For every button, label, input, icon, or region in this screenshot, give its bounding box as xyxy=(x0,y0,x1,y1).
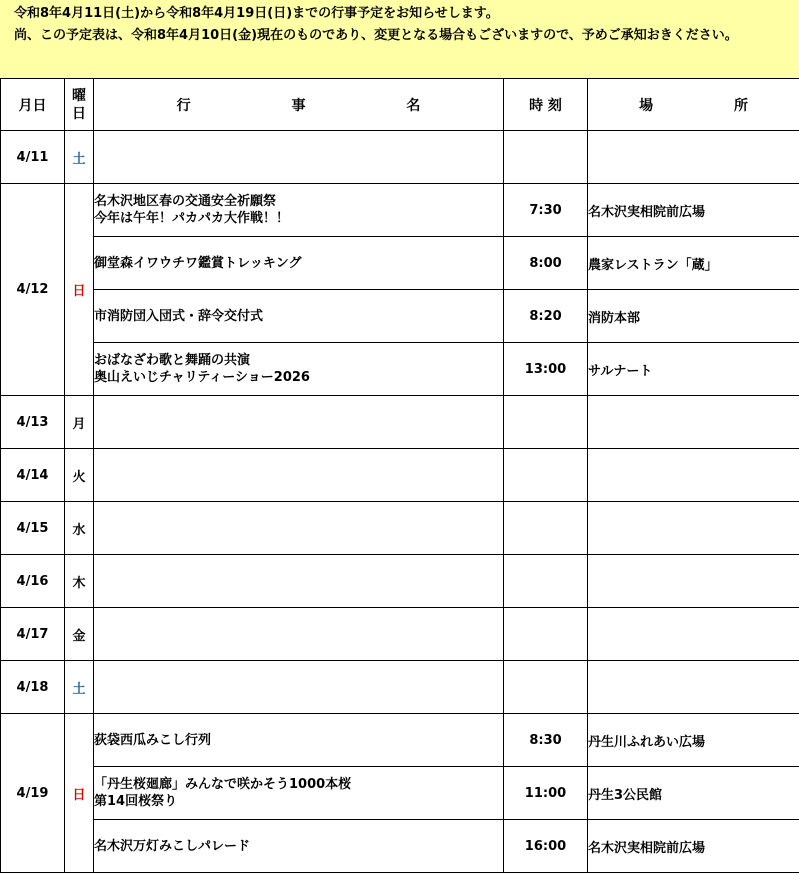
event-place-cell xyxy=(588,608,799,661)
date-cell: 4/11 xyxy=(1,131,65,184)
header-place-char-2: 所 xyxy=(733,97,748,114)
event-time-cell xyxy=(504,661,588,714)
event-place-cell: 名木沢実相院前広場 xyxy=(588,820,799,873)
event-time-cell xyxy=(504,555,588,608)
date-cell: 4/18 xyxy=(1,661,65,714)
event-name-cell xyxy=(94,184,504,237)
event-place-cell: 名木沢実相院前広場 xyxy=(588,184,799,237)
header-row xyxy=(1,79,799,131)
date-cell: 4/12 xyxy=(1,184,65,396)
weekday-cell: 水 xyxy=(65,502,94,555)
event-time-cell: 8:30 xyxy=(504,714,588,767)
event-place-cell: 消防本部 xyxy=(588,290,799,343)
event-name-line: 荻袋西瓜みこし行列 xyxy=(94,732,212,748)
event-time-cell xyxy=(504,608,588,661)
table-row xyxy=(1,184,799,237)
date-cell: 4/13 xyxy=(1,396,65,449)
event-place-cell: 農家レストラン「蔵」 xyxy=(588,237,799,290)
event-name-cell xyxy=(94,714,504,767)
event-name-cell xyxy=(94,820,504,873)
event-time-cell xyxy=(504,449,588,502)
table-row xyxy=(1,396,799,449)
event-name-line: 第14回桜祭り xyxy=(94,794,178,809)
date-cell: 4/15 xyxy=(1,502,65,555)
event-time-cell: 13:00 xyxy=(504,343,588,396)
event-name-cell xyxy=(94,131,504,184)
event-name-line: 名木沢地区春の交通安全祈願祭 xyxy=(94,194,277,209)
table-row xyxy=(1,608,799,661)
weekday-cell: 月 xyxy=(65,396,94,449)
date-cell: 4/17 xyxy=(1,608,65,661)
weekday-cell: 金 xyxy=(65,608,94,661)
event-time-cell xyxy=(504,131,588,184)
schedule-table xyxy=(0,78,799,873)
header-place-char-1: 場 xyxy=(639,97,654,114)
weekday-cell: 土 xyxy=(65,661,94,714)
event-time-cell xyxy=(504,502,588,555)
event-name-cell xyxy=(94,661,504,714)
table-row xyxy=(1,820,799,873)
event-name-line: 今年は午年！パカパカ大作戦！！ xyxy=(94,211,290,226)
event-place-cell xyxy=(588,661,799,714)
header-time: 時 刻 xyxy=(504,79,588,131)
header-place xyxy=(588,79,799,131)
event-name-line: 名木沢万灯みこしパレード xyxy=(94,838,251,854)
header-day-top: 曜 xyxy=(72,87,86,104)
event-place-cell xyxy=(588,449,799,502)
table-row xyxy=(1,131,799,184)
table-row xyxy=(1,767,799,820)
event-name-line: 御堂森イワウチワ鑑賞トレッキング xyxy=(94,255,302,271)
table-row xyxy=(1,502,799,555)
weekday-cell: 木 xyxy=(65,555,94,608)
table-row xyxy=(1,555,799,608)
event-place-cell: 丹生3公民館 xyxy=(588,767,799,820)
date-cell: 4/19 xyxy=(1,714,65,873)
header-event xyxy=(94,79,504,131)
event-place-cell xyxy=(588,502,799,555)
header-event-char-2: 事 xyxy=(291,97,306,114)
event-time-cell: 16:00 xyxy=(504,820,588,873)
table-row xyxy=(1,343,799,396)
event-time-cell xyxy=(504,396,588,449)
event-name-line: 市消防団入団式・辞令交付式 xyxy=(94,308,264,324)
date-cell: 4/16 xyxy=(1,555,65,608)
date-cell: 4/14 xyxy=(1,449,65,502)
event-name-line: 奥山えいじチャリティーショー2026 xyxy=(94,370,310,385)
notice-line-1: 令和8年4月11日(土)から令和8年4月19日(日)までの行事予定をお知らせします。 xyxy=(14,6,499,21)
event-name-cell xyxy=(94,767,504,820)
header-date: 月日 xyxy=(1,79,65,131)
table-row xyxy=(1,449,799,502)
table-row xyxy=(1,290,799,343)
event-name-cell xyxy=(94,343,504,396)
weekday-cell: 日 xyxy=(65,184,94,396)
event-place-cell xyxy=(588,131,799,184)
table-row xyxy=(1,661,799,714)
event-time-cell: 8:00 xyxy=(504,237,588,290)
event-name-cell xyxy=(94,449,504,502)
header-event-char-1: 行 xyxy=(176,97,191,114)
event-name-line: おばなざわ歌と舞踊の共演 xyxy=(94,353,251,368)
table-row xyxy=(1,237,799,290)
event-place-cell xyxy=(588,396,799,449)
event-place-cell xyxy=(588,555,799,608)
event-name-line: 「丹生桜廻廊」みんなで咲かそう1000本桜 xyxy=(94,777,352,792)
header-day-bottom: 日 xyxy=(72,105,86,122)
event-place-cell: 丹生川ふれあい広場 xyxy=(588,714,799,767)
event-name-cell xyxy=(94,502,504,555)
event-place-cell: サルナート xyxy=(588,343,799,396)
notice-line-2: 尚、この予定表は、令和8年4月10日(金)現在のものであり、変更となる場合もございますので、予めご承知おきください。 xyxy=(14,28,738,43)
event-name-cell xyxy=(94,290,504,343)
event-time-cell: 11:00 xyxy=(504,767,588,820)
weekday-cell: 日 xyxy=(65,714,94,873)
header-day xyxy=(65,79,94,131)
event-name-cell xyxy=(94,237,504,290)
event-name-cell xyxy=(94,555,504,608)
event-time-cell: 8:20 xyxy=(504,290,588,343)
event-time-cell: 7:30 xyxy=(504,184,588,237)
weekday-cell: 土 xyxy=(65,131,94,184)
event-name-cell xyxy=(94,608,504,661)
header-event-char-3: 名 xyxy=(406,97,421,114)
notice-banner xyxy=(0,0,799,78)
event-name-cell xyxy=(94,396,504,449)
weekday-cell: 火 xyxy=(65,449,94,502)
table-row xyxy=(1,714,799,767)
